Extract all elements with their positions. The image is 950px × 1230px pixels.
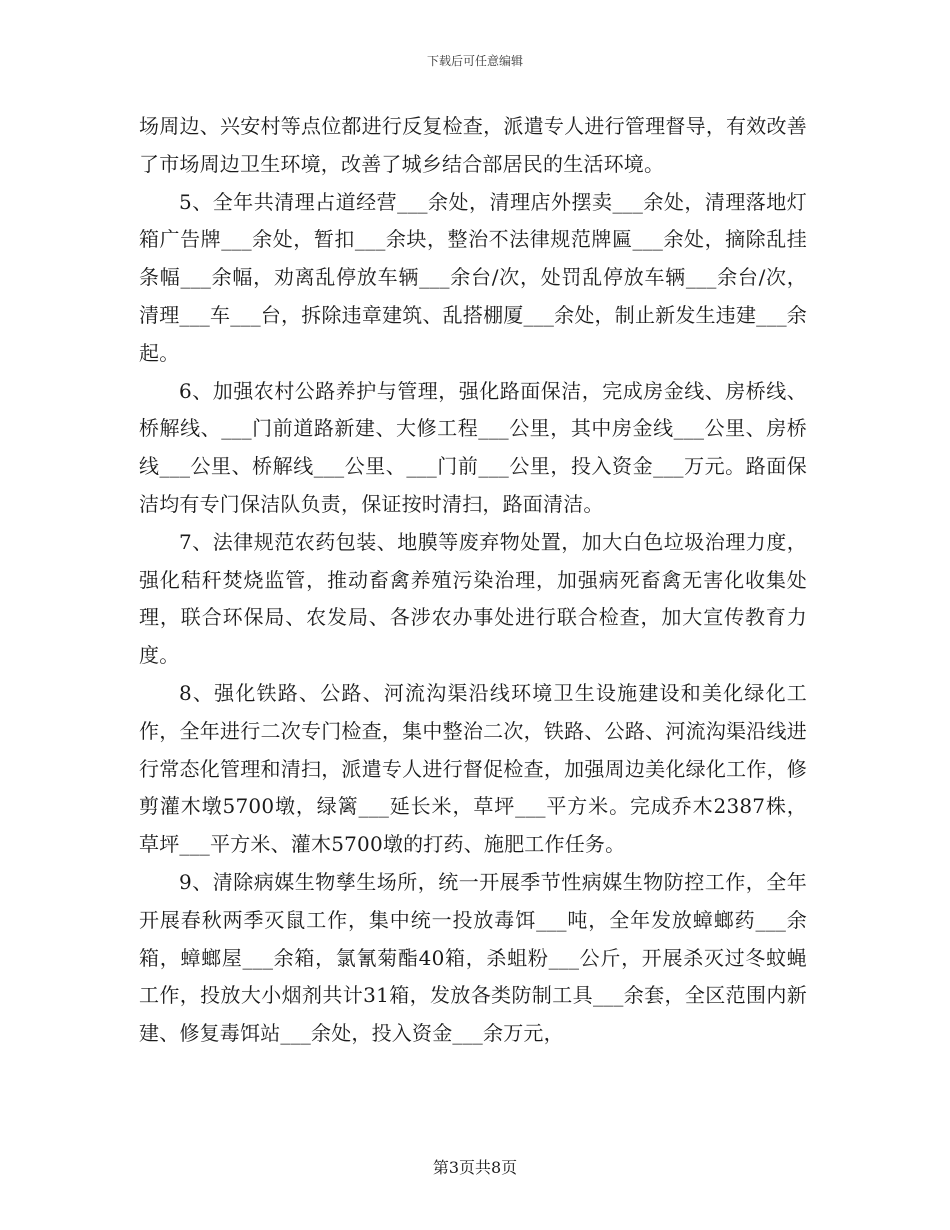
page-number: 第3页共8页 <box>432 1158 518 1177</box>
paragraph-item-5: 5、全年共清理占道经营___余处，清理店外摆卖___余处，清理落地灯箱广告牌___余处，暂扣___余块，整治不法律规范牌匾___余处，摘除乱挂条幅___余幅，劝离乱停放车辆___余台/次，处罚乱停放车辆___余台/次，清理___车___台，拆除违章建筑、乱搭棚厦___余处，制止新发生违建___余起。 <box>139 189 807 365</box>
document-body <box>139 108 807 1053</box>
page-header: 下载后可任意编辑 <box>426 54 523 68</box>
paragraph-item-8: 8、强化铁路、公路、河流沟渠沿线环境卫生设施建设和美化绿化工作，全年进行二次专门检查，集中整治二次，铁路、公路、河流沟渠沿线进行常态化管理和清扫，派遣专人进行督促检查，加强周边美化绿化工作，修剪灌木墩5700墩，绿篱___延长米，草坪___平方米。完成乔木2387株，草坪___平方米、灌木5700墩的打药、施肥工作任务。 <box>139 680 807 857</box>
paragraph-item-6: 6、加强农村公路养护与管理，强化路面保洁，完成房金线、房桥线、桥解线、___门前道路新建、大修工程___公里，其中房金线___公里、房桥线___公里、桥解线___公里、___门前___公里，投入资金___万元。路面保洁均有专门保洁队负责，保证按时清扫，路面清洁。 <box>139 378 807 516</box>
paragraph-item-9: 9、清除病媒生物孳生场所，统一开展季节性病媒生物防控工作，全年开展春秋两季灭鼠工作，集中统一投放毒饵___吨，全年发放蟑螂药___余箱，蟑螂屋___余箱，氯氰菊酯40箱，杀蛆粉___公斤，开展杀灭过冬蚊蝇工作，投放大小烟剂共计31箱，发放各类防制工具___余套，全区范围内新建、修复毒饵站___余处，投入资金___余万元， <box>139 869 807 1046</box>
paragraph-continuation: 场周边、兴安村等点位都进行反复检查，派遣专人进行管理督导，有效改善了市场周边卫生环境，改善了城乡结合部居民的生活环境。 <box>139 114 807 176</box>
paragraph-item-7: 7、法律规范农药包装、地膜等废弃物处置，加大白色垃圾治理力度，强化秸秆焚烧监管，推动畜禽养殖污染治理，加强病死畜禽无害化收集处理，联合环保局、农发局、各涉农办事处进行联合检查，加大宣传教育力度。 <box>139 529 807 668</box>
